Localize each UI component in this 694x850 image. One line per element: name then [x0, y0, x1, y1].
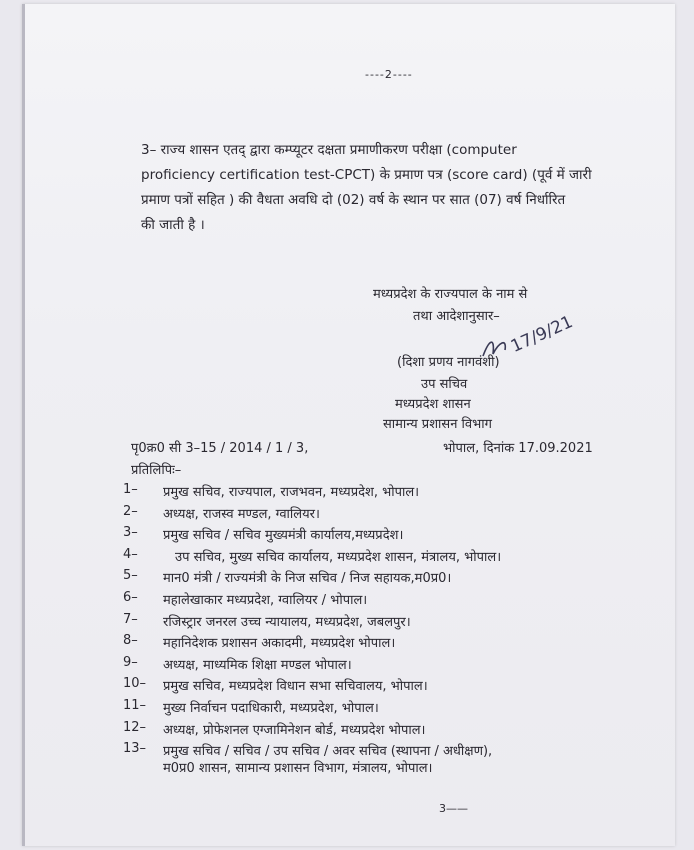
recipient-text: अध्यक्ष, राजस्व मण्डल, ग्वालियर।: [163, 507, 320, 522]
recipient-text: रजिस्ट्रार जनरल उच्च न्यायालय, मध्यप्रदेश, जबलपुर।: [163, 615, 411, 630]
document-page: [22, 4, 675, 846]
page-number-bottom: 3——: [439, 802, 468, 815]
place-date: भोपाल, दिनांक 17.09.2021: [443, 441, 593, 456]
recipient-text: अध्यक्ष, प्रोफेशनल एग्जामिनेशन बोर्ड, मध्यप्रदेश भोपाल।: [163, 723, 426, 738]
recipient-number: 3–: [123, 525, 138, 540]
recipient-number: 1–: [123, 482, 138, 497]
recipient-number: 13–: [123, 741, 147, 756]
paragraph-line-1: 3– राज्य शासन एतद् द्वारा कम्प्यूटर दक्षता प्रमाणीकरण परीक्षा (computer: [141, 142, 517, 158]
recipient-number: 8–: [123, 633, 138, 648]
recipient-text: अध्यक्ष, माध्यमिक शिक्षा मण्डल भोपाल।: [163, 658, 352, 673]
copy-to-label: प्रतिलिपिः–: [131, 463, 182, 478]
recipient-text: महालेखाकार मध्यप्रदेश, ग्वालियर / भोपाल।: [163, 593, 368, 608]
signatory-department: सामान्य प्रशासन विभाग: [383, 417, 492, 432]
recipient-text: मुख्य निर्वाचन पदाधिकारी, मध्यप्रदेश, भोपाल।: [163, 701, 379, 716]
recipient-number: 9–: [123, 655, 138, 670]
recipient-number: 2–: [123, 504, 138, 519]
signatory-designation: उप सचिव: [421, 377, 468, 392]
recipient-number: 10–: [123, 676, 147, 691]
recipient-number: 12–: [123, 720, 147, 735]
recipient-text: प्रमुख सचिव, मध्यप्रदेश विधान सभा सचिवालय, भोपाल।: [163, 679, 428, 694]
recipient-number: 4–: [123, 547, 138, 562]
recipient-text: प्रमुख सचिव / सचिव मुख्यमंत्री कार्यालय,मध्यप्रदेश।: [163, 528, 404, 543]
recipient-number: 11–: [123, 698, 147, 713]
recipient-13-continued: म0प्र0 शासन, सामान्य प्रशासन विभाग, मंत्रालय, भोपाल।: [163, 761, 433, 776]
page-number-top: ----2----: [365, 68, 413, 81]
recipient-text: उप सचिव, मुख्य सचिव कार्यालय, मध्यप्रदेश शासन, मंत्रालय, भोपाल।: [175, 550, 502, 565]
recipient-text: महानिदेशक प्रशासन अकादमी, मध्यप्रदेश भोपाल।: [163, 636, 396, 651]
signature-line-1: मध्यप्रदेश के राज्यपाल के नाम से: [373, 287, 528, 302]
signature-line-2: तथा आदेशानुसार–: [413, 309, 500, 324]
paragraph-line-2: proficiency certification test-CPCT) के प्रमाण पत्र (score card) (पूर्व में जारी: [141, 167, 592, 183]
recipient-number: 7–: [123, 612, 138, 627]
paragraph-line-3: प्रमाण पत्रों सहित ) की वैधता अवधि दो (02) वर्ष के स्थान पर सात (07) वर्ष निर्धारित: [141, 192, 566, 208]
signatory-government: मध्यप्रदेश शासन: [395, 397, 471, 412]
signatory-name: (दिशा प्रणय नागवंशी): [397, 355, 500, 370]
recipient-text: मान0 मंत्री / राज्यमंत्री के निज सचिव / निज सहायक,म0प्र0।: [163, 571, 452, 586]
recipient-number: 6–: [123, 590, 138, 605]
handwritten-date-text: 17/9/21: [507, 312, 576, 357]
recipient-text: प्रमुख सचिव, राज्यपाल, राजभवन, मध्यप्रदेश, भोपाल।: [163, 485, 420, 500]
paragraph-line-4: की जाती है ।: [141, 217, 205, 233]
reference-number: पृ0क्र0 सी 3–15 / 2014 / 1 / 3,: [131, 441, 309, 456]
recipient-text: प्रमुख सचिव / सचिव / उप सचिव / अवर सचिव (स्थापना / अधीक्षण),: [163, 744, 493, 759]
recipient-number: 5–: [123, 568, 138, 583]
